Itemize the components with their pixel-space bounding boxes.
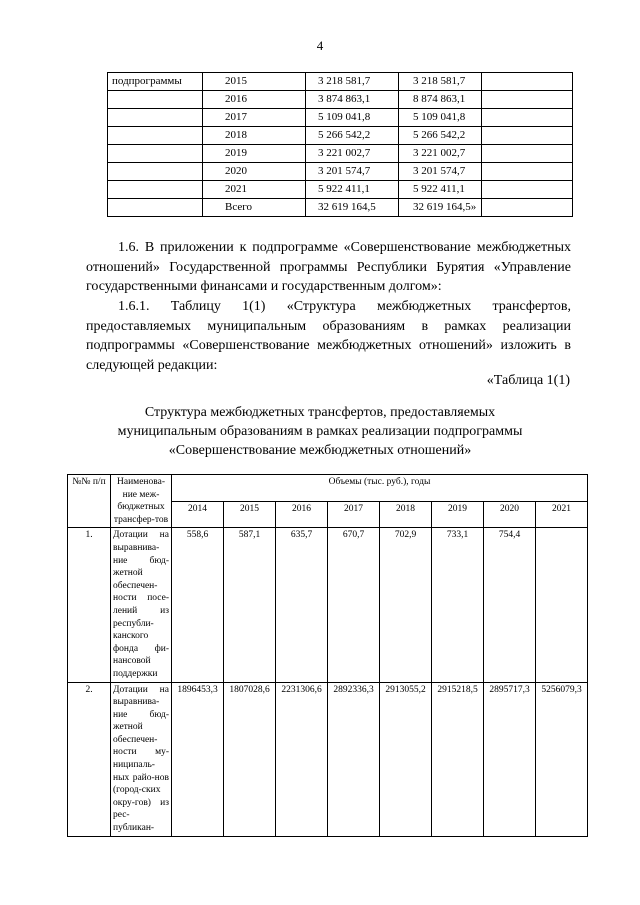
top-table-value-2: 3 221 002,7 xyxy=(399,145,482,163)
transfers-table-header xyxy=(68,475,588,528)
top-table-empty-cell xyxy=(482,127,573,145)
top-table-empty-cell xyxy=(482,91,573,109)
top-table-row xyxy=(108,199,573,217)
top-table-label-cell xyxy=(108,109,203,127)
top-table-row xyxy=(108,163,573,181)
header-year: 2015 xyxy=(224,501,276,528)
header-year: 2018 xyxy=(380,501,432,528)
header-year: 2020 xyxy=(484,501,536,528)
top-table-value-2: 8 874 863,1 xyxy=(399,91,482,109)
top-table-year: 2019 xyxy=(203,145,306,163)
top-table-value-2: 5 266 542,2 xyxy=(399,127,482,145)
top-table-row xyxy=(108,145,573,163)
top-table-empty-cell xyxy=(482,163,573,181)
top-table-row xyxy=(108,91,573,109)
header-year: 2021 xyxy=(536,501,588,528)
row-value: 587,1 xyxy=(224,528,276,682)
row-value: 2895717,3 xyxy=(484,682,536,836)
row-value: 733,1 xyxy=(432,528,484,682)
top-table-value-1: 3 874 863,1 xyxy=(306,91,399,109)
top-table-empty-cell xyxy=(482,199,573,217)
row-value: 2915218,5 xyxy=(432,682,484,836)
page-number: 4 xyxy=(316,38,324,53)
top-table-empty-cell xyxy=(482,145,573,163)
row-value: 1896453,3 xyxy=(172,682,224,836)
transfers-table-row xyxy=(68,682,588,836)
top-table-value-1: 3 201 574,7 xyxy=(306,163,399,181)
top-table-year: 2021 xyxy=(203,181,306,199)
top-table-label-cell xyxy=(108,145,203,163)
top-table-year: 2016 xyxy=(203,91,306,109)
row-value: 754,4 xyxy=(484,528,536,682)
top-table-value-1: 32 619 164,5 xyxy=(306,199,399,217)
top-table-label-cell xyxy=(108,127,203,145)
row-value: 2231306,6 xyxy=(276,682,328,836)
top-table-value-1: 3 221 002,7 xyxy=(306,145,399,163)
top-table-empty-cell xyxy=(482,109,573,127)
top-table-value-1: 5 922 411,1 xyxy=(306,181,399,199)
row-value: 558,6 xyxy=(172,528,224,682)
paragraph-1-6-1-text: 1.6.1. Таблицу 1(1) «Структура межбюджетных трансфертов, предоставляемых муниципальным образованиям в рамках реализации подпрограммы «Совершенствование межбюджетных отношений» изложить в следующей редакции: xyxy=(86,299,571,373)
top-table-label-cell xyxy=(108,199,203,217)
top-table-label-cell: подпрограммы xyxy=(108,73,203,91)
top-table-row xyxy=(108,127,573,145)
top-table-empty-cell xyxy=(482,181,573,199)
table-title xyxy=(0,403,640,460)
row-transfer-name: Дотации на выравнива-ние бюд-жетной обеспечен-ности му-ниципаль-ных райо-нов (город-ских окру-гов) из рес-публикан- xyxy=(111,682,172,836)
top-table-value-2: 5 109 041,8 xyxy=(399,109,482,127)
paragraph-1-6 xyxy=(86,238,571,297)
table-title-line-2: муниципальным образованиям в рамках реализации подпрограммы xyxy=(117,424,523,439)
transfers-table xyxy=(67,474,588,837)
header-volumes: Объемы (тыс. руб.), годы xyxy=(172,475,588,502)
table-title-line-3: «Совершенствование межбюджетных отношений» xyxy=(168,443,472,458)
paragraph-1-6-text: 1.6. В приложении к подпрограмме «Совершенствование межбюджетных отношений» Государственной программы Республики Бурятия «Управление государственными финансами и государственным долгом»: xyxy=(86,240,571,294)
row-value xyxy=(536,528,588,682)
row-value: 670,7 xyxy=(328,528,380,682)
header-year: 2014 xyxy=(172,501,224,528)
header-year: 2016 xyxy=(276,501,328,528)
top-table-year: 2020 xyxy=(203,163,306,181)
top-table-label-cell xyxy=(108,163,203,181)
top-table-value-2: 5 922 411,1 xyxy=(399,181,482,199)
top-table-label-cell xyxy=(108,181,203,199)
row-value: 1807028,6 xyxy=(224,682,276,836)
top-table-row xyxy=(108,181,573,199)
top-table-value-1: 3 218 581,7 xyxy=(306,73,399,91)
table-title-line-1: Структура межбюджетных трансфертов, предоставляемых xyxy=(144,405,496,420)
top-table-row xyxy=(108,73,573,91)
top-table-value-1: 5 109 041,8 xyxy=(306,109,399,127)
row-value: 2913055,2 xyxy=(380,682,432,836)
transfers-table-body xyxy=(68,528,588,836)
table-caption: «Таблица 1(1) xyxy=(486,373,570,388)
header-num: №№ п/п xyxy=(68,475,111,528)
top-table-label-cell xyxy=(108,91,203,109)
paragraph-1-6-1 xyxy=(86,297,571,375)
top-table-year: 2018 xyxy=(203,127,306,145)
header-year: 2019 xyxy=(432,501,484,528)
row-value: 2892336,3 xyxy=(328,682,380,836)
top-funding-table xyxy=(107,72,573,217)
top-table-value-2: 3 201 574,7 xyxy=(399,163,482,181)
top-table-value-2: 32 619 164,5» xyxy=(399,199,482,217)
row-number: 1. xyxy=(68,528,111,682)
top-table-year: 2017 xyxy=(203,109,306,127)
top-table-value-1: 5 266 542,2 xyxy=(306,127,399,145)
header-name: Наименова-ние меж-бюджетных трансфер-тов xyxy=(111,475,172,528)
row-number: 2. xyxy=(68,682,111,836)
top-table-year: 2015 xyxy=(203,73,306,91)
top-table-empty-cell xyxy=(482,73,573,91)
header-year: 2017 xyxy=(328,501,380,528)
row-transfer-name: Дотации на выравнива-ние бюд-жетной обеспечен-ности посе-лений из республи-канского фонда фи-нансовой поддержки xyxy=(111,528,172,682)
top-table-value-2: 3 218 581,7 xyxy=(399,73,482,91)
top-table-body xyxy=(108,73,573,217)
row-value: 5256079,3 xyxy=(536,682,588,836)
row-value: 635,7 xyxy=(276,528,328,682)
row-value: 702,9 xyxy=(380,528,432,682)
top-table-year: Всего xyxy=(203,199,306,217)
top-table-row xyxy=(108,109,573,127)
transfers-table-row xyxy=(68,528,588,682)
header-row-1 xyxy=(68,475,588,502)
